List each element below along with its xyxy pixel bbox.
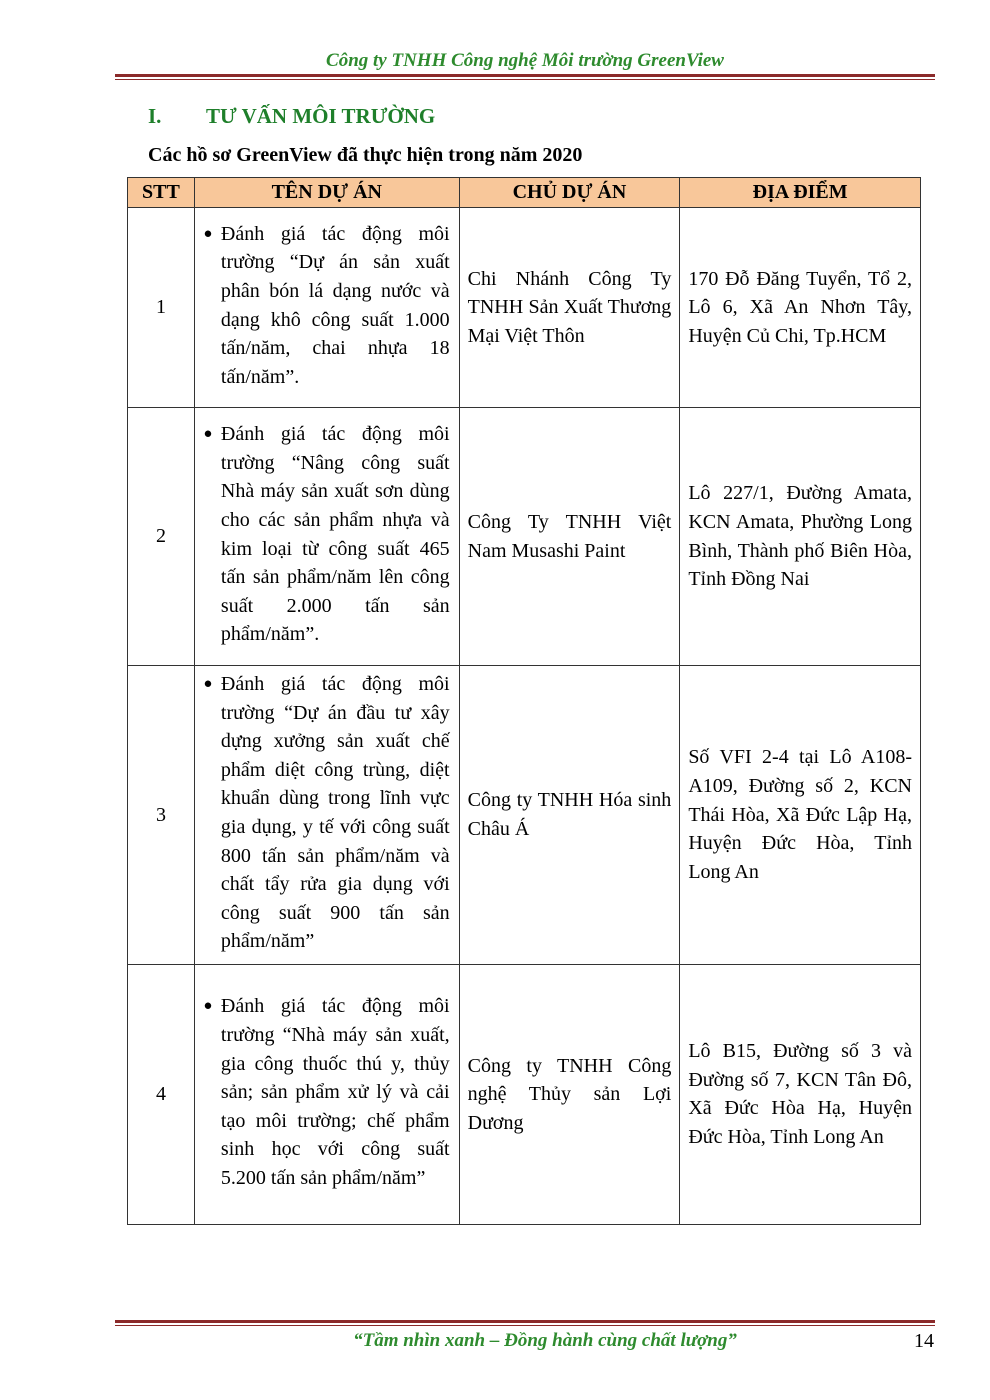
table-row xyxy=(128,666,921,965)
footer-rule xyxy=(115,1320,935,1323)
row-project-name xyxy=(194,964,459,1224)
table-caption: Các hồ sơ GreenView đã thực hiện trong năm 2020 xyxy=(148,144,583,166)
row-owner: Công ty TNHH Công nghệ Thủy sản Lợi Dương xyxy=(459,964,680,1224)
col-header-owner: CHỦ DỰ ÁN xyxy=(459,178,680,208)
row-location: Lô B15, Đường số 3 và Đường số 7, KCN Tân Đô, Xã Đức Hòa Hạ, Huyện Đức Hòa, Tỉnh Long An xyxy=(680,964,921,1224)
section-title: TƯ VẤN MÔI TRƯỜNG xyxy=(206,104,436,128)
row-project-name xyxy=(194,666,459,965)
col-header-location: ĐỊA ĐIỂM xyxy=(680,178,921,208)
row-stt: 4 xyxy=(128,964,195,1224)
row-owner: Công ty TNHH Hóa sinh Châu Á xyxy=(459,666,680,965)
bullet-icon: ● xyxy=(203,225,213,242)
section-number: I. xyxy=(148,104,162,128)
page-number: 14 xyxy=(914,1330,934,1352)
project-name-text: Đánh giá tác động môi trường “Nâng công suất Nhà máy sản xuất sơn dùng cho các sản phẩm nhựa và kim loại từ công suất 465 tấn sản phẩm/năm lên công suất 2.000 tấn sản phẩm/năm”. xyxy=(220,423,450,646)
row-owner: Công Ty TNHH Việt Nam Musashi Paint xyxy=(459,408,680,666)
header-rule xyxy=(115,74,935,77)
bullet-icon: ● xyxy=(203,998,213,1015)
row-project-name xyxy=(194,208,459,408)
bullet-icon: ● xyxy=(203,676,213,692)
row-stt: 1 xyxy=(128,208,195,408)
row-location: 170 Đỗ Đăng Tuyển, Tổ 2, Lô 6, Xã An Nhơn Tây, Huyện Củ Chi, Tp.HCM xyxy=(680,208,921,408)
row-project-name xyxy=(194,408,459,666)
header-company-name: Công ty TNHH Công nghệ Môi trường GreenView xyxy=(326,50,724,71)
footer-rule-thin xyxy=(115,1325,935,1326)
project-name-text: Đánh giá tác động môi trường “Nhà máy sản xuất, gia công thuốc thú y, thủy sản; sản phẩm xử lý và cải tạo môi trường; chế phẩm sinh học với công suất 5.200 tấn sản phẩm/năm” xyxy=(220,995,450,1189)
col-header-stt: STT xyxy=(128,178,195,208)
table-row xyxy=(128,964,921,1224)
projects-table xyxy=(127,177,921,1225)
row-stt: 3 xyxy=(128,666,195,965)
table-header-row xyxy=(128,178,921,208)
header-rule-thin xyxy=(115,79,935,80)
section-heading xyxy=(148,104,435,129)
table-row xyxy=(128,208,921,408)
row-owner: Chi Nhánh Công Ty TNHH Sản Xuất Thương Mại Việt Thôn xyxy=(459,208,680,408)
footer-slogan: “Tầm nhìn xanh – Đồng hành cùng chất lượng” xyxy=(353,1330,737,1351)
row-location: Lô 227/1, Đường Amata, KCN Amata, Phường Long Bình, Thành phố Biên Hòa, Tỉnh Đồng Nai xyxy=(680,408,921,666)
row-stt: 2 xyxy=(128,408,195,666)
bullet-icon: ● xyxy=(203,426,213,443)
col-header-project-name: TÊN DỰ ÁN xyxy=(194,178,459,208)
row-location: Số VFI 2-4 tại Lô A108-A109, Đường số 2, KCN Thái Hòa, Xã Đức Lập Hạ, Huyện Đức Hòa, Tỉnh Long An xyxy=(680,666,921,965)
project-name-text: Đánh giá tác động môi trường “Dự án sản xuất phân bón lá dạng nước và dạng khô công suất 1.000 tấn/năm, chai nhựa 18 tấn/năm”. xyxy=(220,222,450,388)
table-row xyxy=(128,408,921,666)
project-name-text: Đánh giá tác động môi trường “Dự án đầu tư xây dựng xưởng sản xuất chế phẩm diệt công trùng, diệt khuẩn dùng trong lĩnh vực gia dụng, y tế với công suất 800 tấn sản phẩm/năm và chất tẩy rửa gia dụng với công suất 900 tấn sản phẩm/năm” xyxy=(220,673,450,953)
